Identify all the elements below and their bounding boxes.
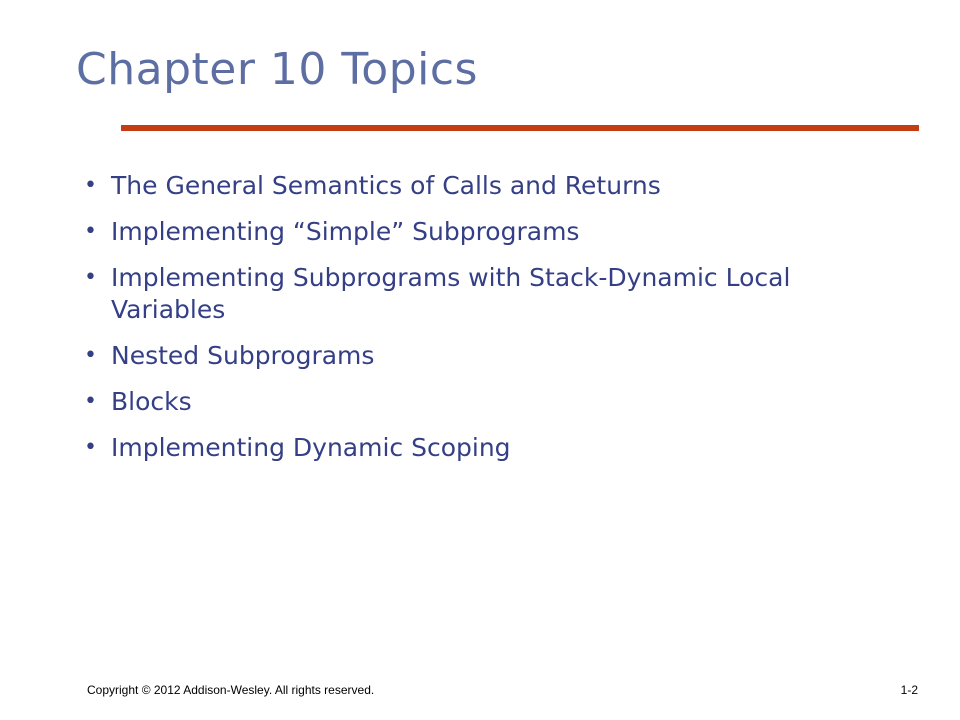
slide-title: Chapter 10 Topics <box>76 44 478 95</box>
page-number: 1-2 <box>900 683 918 697</box>
topic-item <box>84 386 904 418</box>
bullet-icon: • <box>84 343 97 368</box>
bullet-icon: • <box>84 173 97 198</box>
topic-item <box>84 432 904 464</box>
title-underline-rule <box>121 125 919 131</box>
topic-item <box>84 170 904 202</box>
topic-text: The General Semantics of Calls and Returns <box>111 171 661 200</box>
topic-text: Implementing Subprograms with Stack-Dynamic Local Variables <box>111 263 791 324</box>
topic-text: Nested Subprograms <box>111 341 375 370</box>
topic-text: Implementing Dynamic Scoping <box>111 433 511 462</box>
topic-text: Blocks <box>111 387 192 416</box>
topic-text: Implementing “Simple” Subprograms <box>111 217 580 246</box>
copyright-notice: Copyright © 2012 Addison-Wesley. All rights reserved. <box>87 683 375 697</box>
bullet-icon: • <box>84 265 97 290</box>
topic-list <box>84 170 904 478</box>
topic-item <box>84 262 904 326</box>
topic-item <box>84 340 904 372</box>
bullet-icon: • <box>84 389 97 414</box>
topic-item <box>84 216 904 248</box>
bullet-icon: • <box>84 219 97 244</box>
bullet-icon: • <box>84 435 97 460</box>
